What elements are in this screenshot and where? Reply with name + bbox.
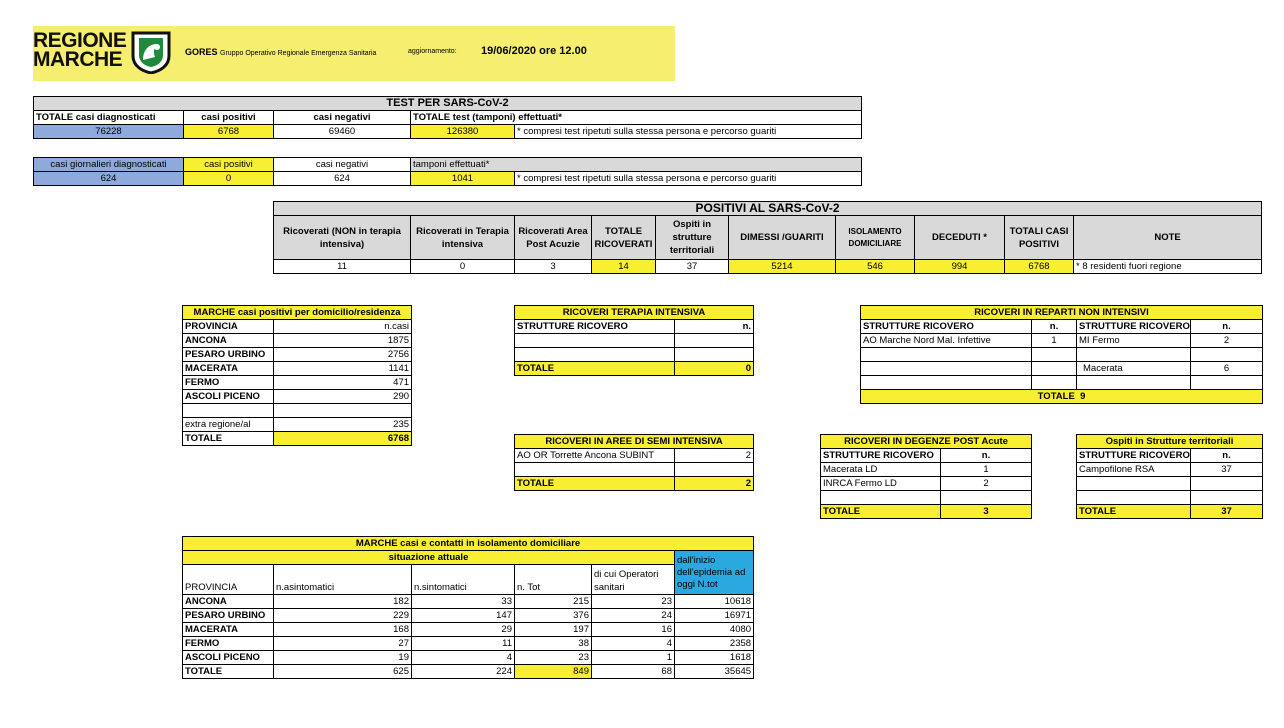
isolamento-total-since: 35645: [675, 665, 754, 679]
post-title: RICOVERI IN DEGENZE POST Acute: [821, 435, 1032, 449]
regione-emblem-icon: [129, 30, 173, 74]
daily-negativi-value: 624: [274, 172, 411, 186]
positivi-header-post: Ricoverati Area Post Acuzie: [515, 216, 592, 260]
non-intensivi-name-2: MI Fermo: [1077, 334, 1191, 348]
table-row: [183, 390, 412, 404]
non-intensivi-col-strutture-2: STRUTTURE RICOVERO: [1077, 320, 1191, 334]
table-row: [183, 376, 412, 390]
positivi-ricoverati-value: 11: [274, 260, 411, 274]
positivi-post-value: 3: [515, 260, 592, 274]
test-table: [33, 96, 862, 139]
isolamento-provincia: PESARO URBINO: [183, 609, 274, 623]
domicilio-table: [182, 305, 412, 446]
post-col-strutture: STRUTTURE RICOVERO: [821, 449, 941, 463]
table-row: [861, 376, 1263, 390]
update-label: aggiornamento:: [408, 48, 457, 55]
positivi-totali-value: 6768: [1005, 260, 1074, 274]
positivi-header-deceduti: DECEDUTI *: [915, 216, 1005, 260]
test-positivi-value: 6768: [184, 125, 274, 139]
logo-line-2: MARCHE: [33, 48, 123, 71]
isolamento-header-ntot: n. Tot: [515, 565, 592, 595]
domicilio-name: ASCOLI PICENO: [183, 390, 274, 404]
table-row: [861, 334, 1263, 348]
post-name: INRCA Fermo LD: [821, 477, 941, 491]
table-row: [861, 348, 1263, 362]
daily-note: * compresi test ripetuti sulla stessa persona e percorso guariti: [515, 172, 862, 186]
ospiti-total-label: TOTALE: [1077, 505, 1191, 519]
positivi-header-dimessi: DIMESSI /GUARITI: [729, 216, 836, 260]
semi-value: 2: [675, 449, 754, 463]
isolamento-total-ntot: 849: [515, 665, 592, 679]
non-intensivi-value-2: [1191, 348, 1263, 362]
isolamento-header-provincia: PROVINCIA: [183, 565, 274, 595]
positivi-totale-ricoverati-value: 14: [592, 260, 656, 274]
non-intensivi-total: [861, 390, 1263, 404]
isolamento-operatori: 4: [592, 637, 675, 651]
isolamento-asintomatici: 168: [274, 623, 412, 637]
regione-marche-logo: [33, 31, 126, 69]
isolamento-since: 2358: [675, 637, 754, 651]
terapia-col-strutture: STRUTTURE RICOVERO: [515, 320, 675, 334]
test-title: TEST PER SARS-CoV-2: [34, 97, 862, 111]
table-row: [183, 651, 754, 665]
update-date: 19/06/2020 ore 12.00: [481, 45, 587, 57]
test-header-negativi: casi negativi: [274, 111, 411, 125]
terapia-table: [514, 305, 754, 376]
isolamento-total-sintomatici: 224: [412, 665, 515, 679]
table-row: [183, 348, 412, 362]
ospiti-name: [1077, 491, 1191, 505]
isolamento-table: [182, 536, 754, 679]
domicilio-value: [274, 404, 412, 418]
isolamento-since: 1618: [675, 651, 754, 665]
positivi-dimessi-value: 5214: [729, 260, 836, 274]
isolamento-header-asintomatici: n.asintomatici: [274, 565, 412, 595]
daily-tamponi-value: 1041: [411, 172, 515, 186]
positivi-header-isolamento: ISOLAMENTO DOMICILIARE: [836, 216, 915, 260]
semi-table: [514, 434, 754, 491]
test-total-value: 76228: [34, 125, 184, 139]
ospiti-value: [1191, 491, 1263, 505]
domicilio-name: MACERATA: [183, 362, 274, 376]
post-table: [820, 434, 1032, 519]
domicilio-name: FERMO: [183, 376, 274, 390]
isolamento-asintomatici: 27: [274, 637, 412, 651]
terapia-col-n: n.: [675, 320, 754, 334]
ospiti-value: [1191, 477, 1263, 491]
isolamento-sintomatici: 11: [412, 637, 515, 651]
non-intensivi-title: RICOVERI IN REPARTI NON INTENSIVI: [861, 306, 1263, 320]
domicilio-col-provincia: PROVINCIA: [183, 320, 274, 334]
positivi-ospiti-value: 37: [656, 260, 729, 274]
test-tamponi-value: 126380: [411, 125, 515, 139]
isolamento-total-operatori: 68: [592, 665, 675, 679]
table-row: [183, 637, 754, 651]
isolamento-total-asintomatici: 625: [274, 665, 412, 679]
isolamento-header-sintomatici: n.sintomatici: [412, 565, 515, 595]
isolamento-ntot: 215: [515, 595, 592, 609]
table-row: [1077, 463, 1263, 477]
domicilio-value: 1141: [274, 362, 412, 376]
table-row: [821, 463, 1032, 477]
domicilio-col-ncasi: n.casi: [274, 320, 412, 334]
table-row: [183, 595, 754, 609]
org-full-name: Gruppo Operativo Regionale Emergenza Sanitaria: [220, 50, 377, 57]
table-row: [183, 418, 412, 432]
ospiti-total-value: 37: [1191, 505, 1263, 519]
semi-title: RICOVERI IN AREE DI SEMI INTENSIVA: [515, 435, 754, 449]
non-intensivi-name: [861, 348, 1032, 362]
positivi-header-note: NOTE: [1074, 216, 1262, 260]
table-row: [1077, 491, 1263, 505]
domicilio-value: 290: [274, 390, 412, 404]
non-intensivi-total-label: TOTALE: [1037, 391, 1075, 402]
positivi-header-totale-ricoverati: TOTALE RICOVERATI: [592, 216, 656, 260]
isolamento-ntot: 23: [515, 651, 592, 665]
isolamento-operatori: 1: [592, 651, 675, 665]
semi-total-label: TOTALE: [515, 477, 675, 491]
table-row-total: [183, 665, 754, 679]
isolamento-asintomatici: 19: [274, 651, 412, 665]
table-row: [821, 491, 1032, 505]
isolamento-since: 10618: [675, 595, 754, 609]
terapia-title: RICOVERI TERAPIA INTENSIVA: [515, 306, 754, 320]
test-header-positivi: casi positivi: [184, 111, 274, 125]
isolamento-sintomatici: 147: [412, 609, 515, 623]
non-intensivi-name: [861, 362, 1032, 376]
test-negativi-value: 69460: [274, 125, 411, 139]
daily-casi-value: 624: [34, 172, 184, 186]
ospiti-name: [1077, 477, 1191, 491]
positivi-header-totali: TOTALI CASI POSITIVI: [1005, 216, 1074, 260]
non-intensivi-col-n-2: n.: [1191, 320, 1263, 334]
post-value: 1: [941, 463, 1032, 477]
table-row: [183, 362, 412, 376]
ospiti-name: Campofilone RSA: [1077, 463, 1191, 477]
isolamento-since: 16971: [675, 609, 754, 623]
positivi-title: POSITIVI AL SARS-CoV-2: [274, 202, 1262, 216]
table-row: [515, 334, 754, 348]
non-intensivi-value-2: 2: [1191, 334, 1263, 348]
daily-header-negativi: casi negativi: [274, 158, 411, 172]
post-total-label: TOTALE: [821, 505, 941, 519]
positivi-header-ospiti: Ospiti in strutture territoriali: [656, 216, 729, 260]
isolamento-since-header: dall'inizio dell'epidemia ad oggi N.tot: [675, 551, 754, 595]
domicilio-total-value: 6768: [274, 432, 412, 446]
domicilio-name: extra regione/al: [183, 418, 274, 432]
non-intensivi-value: [1032, 362, 1077, 376]
positivi-ti-value: 0: [411, 260, 515, 274]
daily-table: [33, 157, 862, 186]
org-name: GORES: [185, 47, 218, 57]
daily-positivi-value: 0: [184, 172, 274, 186]
daily-header-positivi: casi positivi: [184, 158, 274, 172]
table-row: [183, 623, 754, 637]
domicilio-name: ANCONA: [183, 334, 274, 348]
non-intensivi-value: [1032, 376, 1077, 390]
post-col-n: n.: [941, 449, 1032, 463]
post-total-value: 3: [941, 505, 1032, 519]
post-name: [821, 491, 941, 505]
isolamento-since: 4080: [675, 623, 754, 637]
post-value: [941, 491, 1032, 505]
domicilio-value: 235: [274, 418, 412, 432]
terapia-total-label: TOTALE: [515, 362, 675, 376]
semi-total-value: 2: [675, 477, 754, 491]
test-header-tamponi: TOTALE test (tamponi) effettuati*: [411, 111, 862, 125]
non-intensivi-name: [861, 376, 1032, 390]
isolamento-provincia: MACERATA: [183, 623, 274, 637]
domicilio-total-label: TOTALE: [183, 432, 274, 446]
table-row: [821, 477, 1032, 491]
positivi-header-ti: Ricoverati in Terapia intensiva: [411, 216, 515, 260]
isolamento-asintomatici: 229: [274, 609, 412, 623]
semi-name: AO OR Torrette Ancona SUBINT: [515, 449, 675, 463]
daily-header-casi: casi giornalieri diagnosticati: [34, 158, 184, 172]
test-header-total: TOTALE casi diagnosticati: [34, 111, 184, 125]
positivi-table: [273, 201, 1262, 274]
table-row: [183, 609, 754, 623]
isolamento-header-operatori: di cui Operatori sanitari: [592, 565, 675, 595]
isolamento-provincia: FERMO: [183, 637, 274, 651]
ospiti-col-n: n.: [1191, 449, 1263, 463]
positivi-note-value: * 8 residenti fuori regione: [1074, 260, 1262, 274]
non-intensivi-value-2: [1191, 376, 1263, 390]
terapia-total-value: 0: [675, 362, 754, 376]
non-intensivi-name-2: [1077, 348, 1191, 362]
domicilio-value: 471: [274, 376, 412, 390]
ospiti-table: [1076, 434, 1263, 519]
isolamento-total-label: TOTALE: [183, 665, 274, 679]
ospiti-col-strutture: STRUTTURE RICOVERO: [1077, 449, 1191, 463]
non-intensivi-col-n: n.: [1032, 320, 1077, 334]
isolamento-asintomatici: 182: [274, 595, 412, 609]
domicilio-name: PESARO URBINO: [183, 348, 274, 362]
positivi-header-ricoverati: Ricoverati (NON in terapia intensiva): [274, 216, 411, 260]
isolamento-operatori: 16: [592, 623, 675, 637]
table-row: [861, 362, 1263, 376]
table-row: [1077, 477, 1263, 491]
isolamento-provincia: ANCONA: [183, 595, 274, 609]
isolamento-sintomatici: 29: [412, 623, 515, 637]
non-intensivi-name: AO Marche Nord Mal. Infettive: [861, 334, 1032, 348]
isolamento-sintomatici: 4: [412, 651, 515, 665]
table-row: [183, 334, 412, 348]
positivi-isolamento-value: 546: [836, 260, 915, 274]
isolamento-title: MARCHE casi e contatti in isolamento domiciliare: [183, 537, 754, 551]
non-intensivi-value: 1: [1032, 334, 1077, 348]
isolamento-sintomatici: 33: [412, 595, 515, 609]
table-row: [515, 348, 754, 362]
non-intensivi-value: [1032, 348, 1077, 362]
post-value: 2: [941, 477, 1032, 491]
non-intensivi-table: [860, 305, 1263, 404]
ospiti-value: 37: [1191, 463, 1263, 477]
non-intensivi-name-2: [1077, 376, 1191, 390]
post-name: Macerata LD: [821, 463, 941, 477]
semi-value: [675, 463, 754, 477]
non-intensivi-value-2: 6: [1191, 362, 1263, 376]
domicilio-title: MARCHE casi positivi per domicilio/residenza: [183, 306, 412, 320]
isolamento-ntot: 376: [515, 609, 592, 623]
non-intensivi-total-value: 9: [1080, 391, 1086, 402]
test-note: * compresi test ripetuti sulla stessa persona e percorso guariti: [515, 125, 862, 139]
semi-name: [515, 463, 675, 477]
isolamento-ntot: 38: [515, 637, 592, 651]
isolamento-ntot: 197: [515, 623, 592, 637]
isolamento-subtitle: situazione attuale: [183, 551, 675, 565]
isolamento-provincia: ASCOLI PICENO: [183, 651, 274, 665]
header-banner: [33, 26, 675, 81]
isolamento-operatori: 24: [592, 609, 675, 623]
non-intensivi-name-2: Macerata: [1077, 362, 1191, 376]
domicilio-value: 1875: [274, 334, 412, 348]
org-label: [185, 47, 376, 57]
domicilio-value: 2756: [274, 348, 412, 362]
isolamento-operatori: 23: [592, 595, 675, 609]
domicilio-name: [183, 404, 274, 418]
table-row: [183, 404, 412, 418]
table-row: [515, 463, 754, 477]
table-row: [515, 449, 754, 463]
non-intensivi-col-strutture: STRUTTURE RICOVERO: [861, 320, 1032, 334]
daily-header-tamponi: tamponi effettuati*: [411, 158, 862, 172]
ospiti-title: Ospiti in Strutture territoriali: [1077, 435, 1263, 449]
logo-line-1: REGIONE: [33, 29, 127, 52]
positivi-deceduti-value: 994: [915, 260, 1005, 274]
